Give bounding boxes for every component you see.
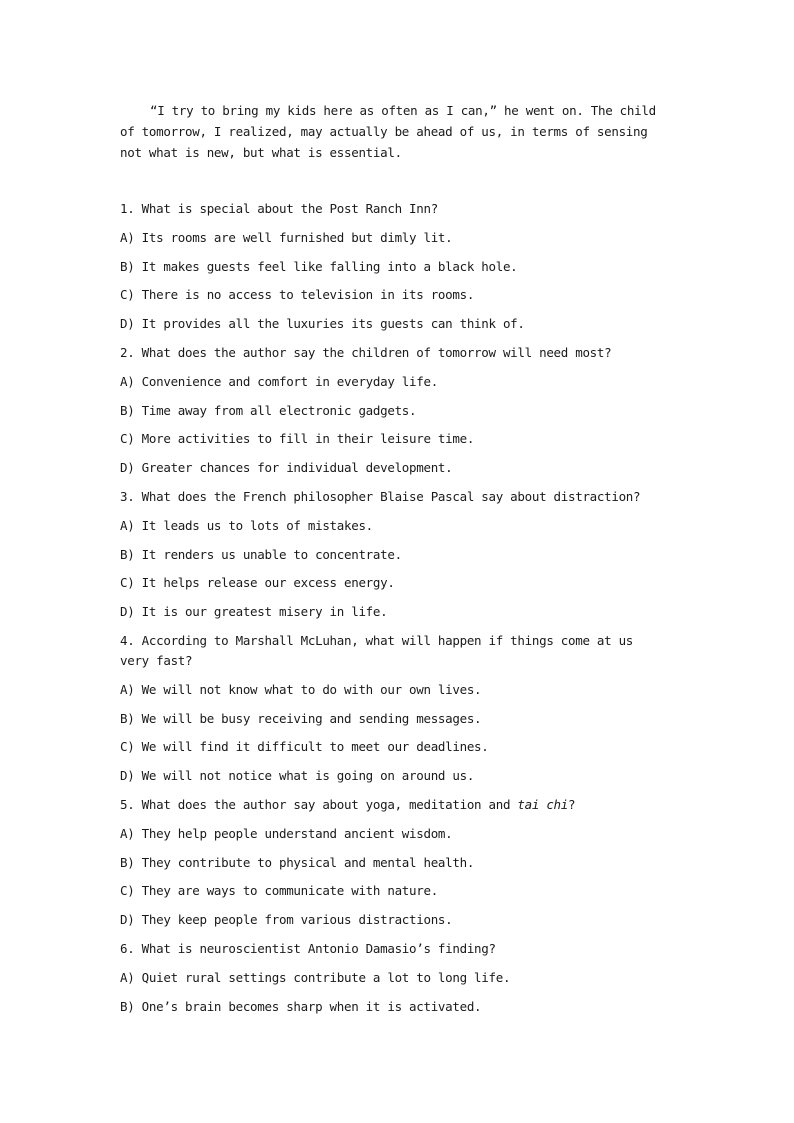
question-2-option-b: B) Time away from all electronic gadgets.: [120, 402, 417, 418]
question-5: [120, 795, 676, 815]
question-5-option-d: D) They keep people from various distractions.: [120, 912, 453, 928]
question-5-option-c: C) They are ways to communicate with nature.: [120, 883, 438, 899]
question-5-option-b: B) They contribute to physical and mental health.: [120, 854, 475, 870]
question-1-option-d: D) It provides all the luxuries its guests can think of.: [120, 316, 525, 332]
question-list: [120, 199, 676, 1025]
question-5-text: 5. What does the author say about yoga, meditation and: [120, 796, 518, 812]
question-3-option-d: D) It is our greatest misery in life.: [120, 604, 388, 620]
question-4-option-c: C) We will find it difficult to meet our deadlines.: [120, 739, 489, 755]
question-5-option-a: A) They help people understand ancient wisdom.: [120, 825, 453, 841]
question-1: 1. What is special about the Post Ranch Inn?: [120, 201, 438, 216]
question-6-option-a: A) Quiet rural settings contribute a lot to long life.: [120, 969, 511, 985]
question-3-option-c: C) It helps release our excess energy.: [120, 575, 395, 591]
question-3-option-a: A) It leads us to lots of mistakes.: [120, 517, 373, 533]
question-2: 2. What does the author say the children of tomorrow will need most?: [120, 344, 612, 360]
question-6-option-b: B) One’s brain becomes sharp when it is activated.: [120, 998, 482, 1014]
question-4-option-b: B) We will be busy receiving and sending messages.: [120, 710, 482, 726]
question-1-option-c: C) There is no access to television in its rooms.: [120, 287, 475, 303]
question-2-option-d: D) Greater chances for individual development.: [120, 460, 453, 476]
question-5-italic-term: tai chi: [517, 796, 569, 812]
question-2-option-c: C) More activities to fill in their leisure time.: [120, 431, 475, 447]
question-6: 6. What is neuroscientist Antonio Damasio’s finding?: [120, 940, 496, 956]
question-2-option-a: A) Convenience and comfort in everyday life.: [120, 373, 438, 389]
question-5-mark: ?: [568, 796, 576, 812]
question-1-option-a: A) Its rooms are well furnished but dimly lit.: [120, 229, 453, 245]
question-4-option-a: A) We will not know what to do with our own lives.: [120, 681, 482, 697]
question-3: 3. What does the French philosopher Blaise Pascal say about distraction?: [120, 488, 641, 504]
intro-paragraph: “I try to bring my kids here as often as I can,” he went on. The child of tomorrow, I realized, may actually be ahead of us, in terms of sensing not what is new, but what is essential.: [120, 103, 656, 160]
question-4-option-d: D) We will not notice what is going on around us.: [120, 768, 475, 784]
question-1-option-b: B) It makes guests feel like falling into a black hole.: [120, 258, 518, 274]
question-4: 4. According to Marshall McLuhan, what will happen if things come at us very fast?: [120, 632, 634, 668]
question-3-option-b: B) It renders us unable to concentrate.: [120, 546, 402, 562]
